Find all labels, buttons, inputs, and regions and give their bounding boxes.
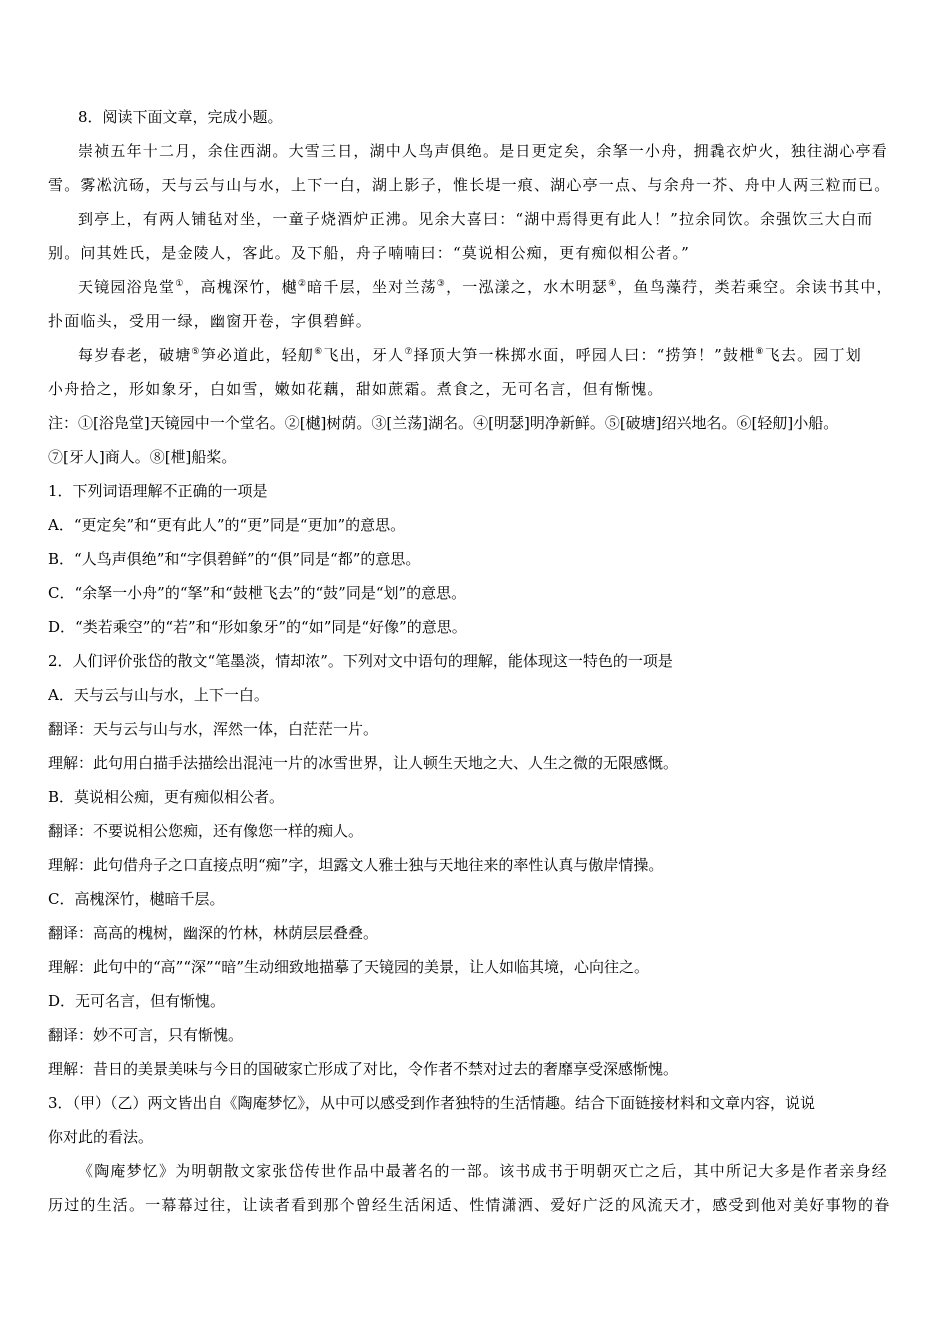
- text-segment: 天镜园浴凫堂: [78, 278, 176, 296]
- text-segment: 飞出，牙人: [323, 346, 405, 364]
- footnote-mark: ⑦: [404, 347, 414, 357]
- passage-p2-line2: 别。问其姓氏，是金陵人，客此。及下船，舟子喃喃曰：“莫说相公痴，更有痴似相公者。”: [48, 244, 691, 262]
- q1-option-d: D．“类若乘空”的“若”和“形如象牙”的“如”同是“好像”的意思。: [48, 618, 467, 636]
- footnote-mark: ⑥: [314, 347, 324, 357]
- footnote-mark: ①: [175, 279, 185, 289]
- passage-p2-line1: 到亭上，有两人铺毡对坐，一童子烧酒炉正沸。见余大喜曰：“湖中焉得更有此人！”拉余同饮。余强饮三大白而: [78, 210, 874, 228]
- text-segment: 择顶大笋一株掷水面，呼园人曰：“捞笋！”鼓枻: [413, 346, 756, 364]
- q1-stem: 1．下列词语理解不正确的一项是: [48, 482, 268, 500]
- q2-option-d-translation: 翻译：妙不可言，只有惭愧。: [48, 1026, 244, 1044]
- question-header: 8．阅读下面文章，完成小题。: [78, 108, 283, 126]
- passage-p1-line2: 雪。雾凇沆砀，天与云与山与水，上下一白，湖上影子，惟长堤一痕、湖心亭一点、与余舟一芥、舟中人两三粒而已。: [48, 176, 891, 194]
- footnote-mark: ③: [436, 279, 447, 289]
- text-segment: ，一泓漾之，水木明瑟: [446, 278, 609, 296]
- q2-option-a-understanding: 理解：此句用白描手法描绘出混沌一片的冰雪世界，让人顿生天地之大、人生之微的无限感慨。: [48, 754, 679, 772]
- text-segment: 笋必道此，轻舠: [200, 346, 315, 364]
- q2-option-c-understanding: 理解：此句中的“高”“深”“暗”生动细致地描摹了天镜园的美景，让人如临其境，心向往之。: [48, 958, 650, 976]
- q2-option-a-translation: 翻译：天与云与山与水，浑然一体，白茫茫一片。: [48, 720, 379, 738]
- text-segment: 飞去。园丁划: [764, 346, 862, 364]
- q3-material-line1: 《陶庵梦忆》为明朝散文家张岱传世作品中最著名的一部。该书成书于明朝灭亡之后，其中所记大多是作者亲身经: [78, 1162, 889, 1180]
- passage-p4-line2: 小舟拾之，形如象牙，白如雪，嫩如花藕，甜如蔗霜。煮食之，无可名言，但有惭愧。: [48, 380, 664, 398]
- footnote-mark: ④: [608, 279, 618, 289]
- text-segment: 每岁春老，破塘: [78, 346, 192, 364]
- q2-option-c-sentence: C．高槐深竹，樾暗千层。: [48, 890, 225, 908]
- q2-option-c-translation: 翻译：高高的槐树，幽深的竹林，林荫层层叠叠。: [48, 924, 379, 942]
- q2-option-a-sentence: A．天与云与山与水，上下一白。: [48, 686, 269, 704]
- q2-option-b-translation: 翻译：不要说相公您痴，还有像您一样的痴人。: [48, 822, 364, 840]
- q3-stem-line2: 你对此的看法。: [48, 1128, 154, 1146]
- notes-line1: 注：①[浴凫堂]天镜园中一个堂名。②[樾]树荫。③[兰荡]湖名。④[明瑟]明净新鲜。⑤[破塘]绍兴地名。⑥[轻舠]小船。: [48, 414, 839, 432]
- q1-option-b: B．“人鸟声俱绝”和“字俱碧鲜”的“俱”同是“都”的意思。: [48, 550, 421, 568]
- text-segment: ，鱼鸟藻荇，类若乘空。余读书其中，: [617, 278, 893, 296]
- q2-option-d-sentence: D．无可名言，但有惭愧。: [48, 992, 226, 1010]
- q2-option-b-understanding: 理解：此句借舟子之口直接点明“痴”字，坦露文人雅士独与天地往来的率性认真与傲岸情操。: [48, 856, 664, 874]
- footnote-mark: ⑤: [191, 347, 201, 357]
- q1-option-c: C．“余拏一小舟”的“拏”和“鼓枻飞去”的“鼓”同是“划”的意思。: [48, 584, 467, 602]
- passage-p4-line1: [48, 338, 912, 372]
- text-segment: 暗千层，坐对兰荡: [307, 278, 437, 296]
- text-segment: ，高槐深竹，樾: [184, 278, 298, 296]
- q2-option-b-sentence: B．莫说相公痴，更有痴似相公者。: [48, 788, 285, 806]
- passage-p3-line2: 扑面临头，受用一绿，幽窗开卷，字俱碧鲜。: [48, 312, 373, 330]
- footnote-mark: ⑧: [755, 347, 765, 357]
- q3-stem-line1: 3．（甲）（乙）两文皆出自《陶庵梦忆》，从中可以感受到作者独特的生活情趣。结合下面链接材料和文章内容，说说: [48, 1094, 816, 1112]
- footnote-mark: ②: [297, 279, 308, 289]
- q1-option-a: A．“更定矣”和“更有此人”的“更”同是“更加”的意思。: [48, 516, 406, 534]
- passage-p3-line1: [48, 270, 912, 304]
- notes-line2: ⑦[牙人]商人。⑧[枻]船桨。: [48, 448, 237, 466]
- q3-material-line2: 历过的生活。一幕幕过往，让读者看到那个曾经生活闲适、性情潇洒、爱好广泛的风流天才，感受到他对美好事物的眷: [48, 1196, 891, 1214]
- q2-stem: 2．人们评价张岱的散文“笔墨淡，情却浓”。下列对文中语句的理解，能体现这一特色的一项是: [48, 652, 673, 670]
- passage-p1-line1: 崇祯五年十二月，余住西湖。大雪三日，湖中人鸟声俱绝。是日更定矣，余拏一小舟，拥毳衣炉火，独往湖心亭看: [78, 142, 889, 160]
- q2-option-d-understanding: 理解：昔日的美景美味与今日的国破家亡形成了对比，令作者不禁对过去的奢靡享受深感惭愧。: [48, 1060, 679, 1078]
